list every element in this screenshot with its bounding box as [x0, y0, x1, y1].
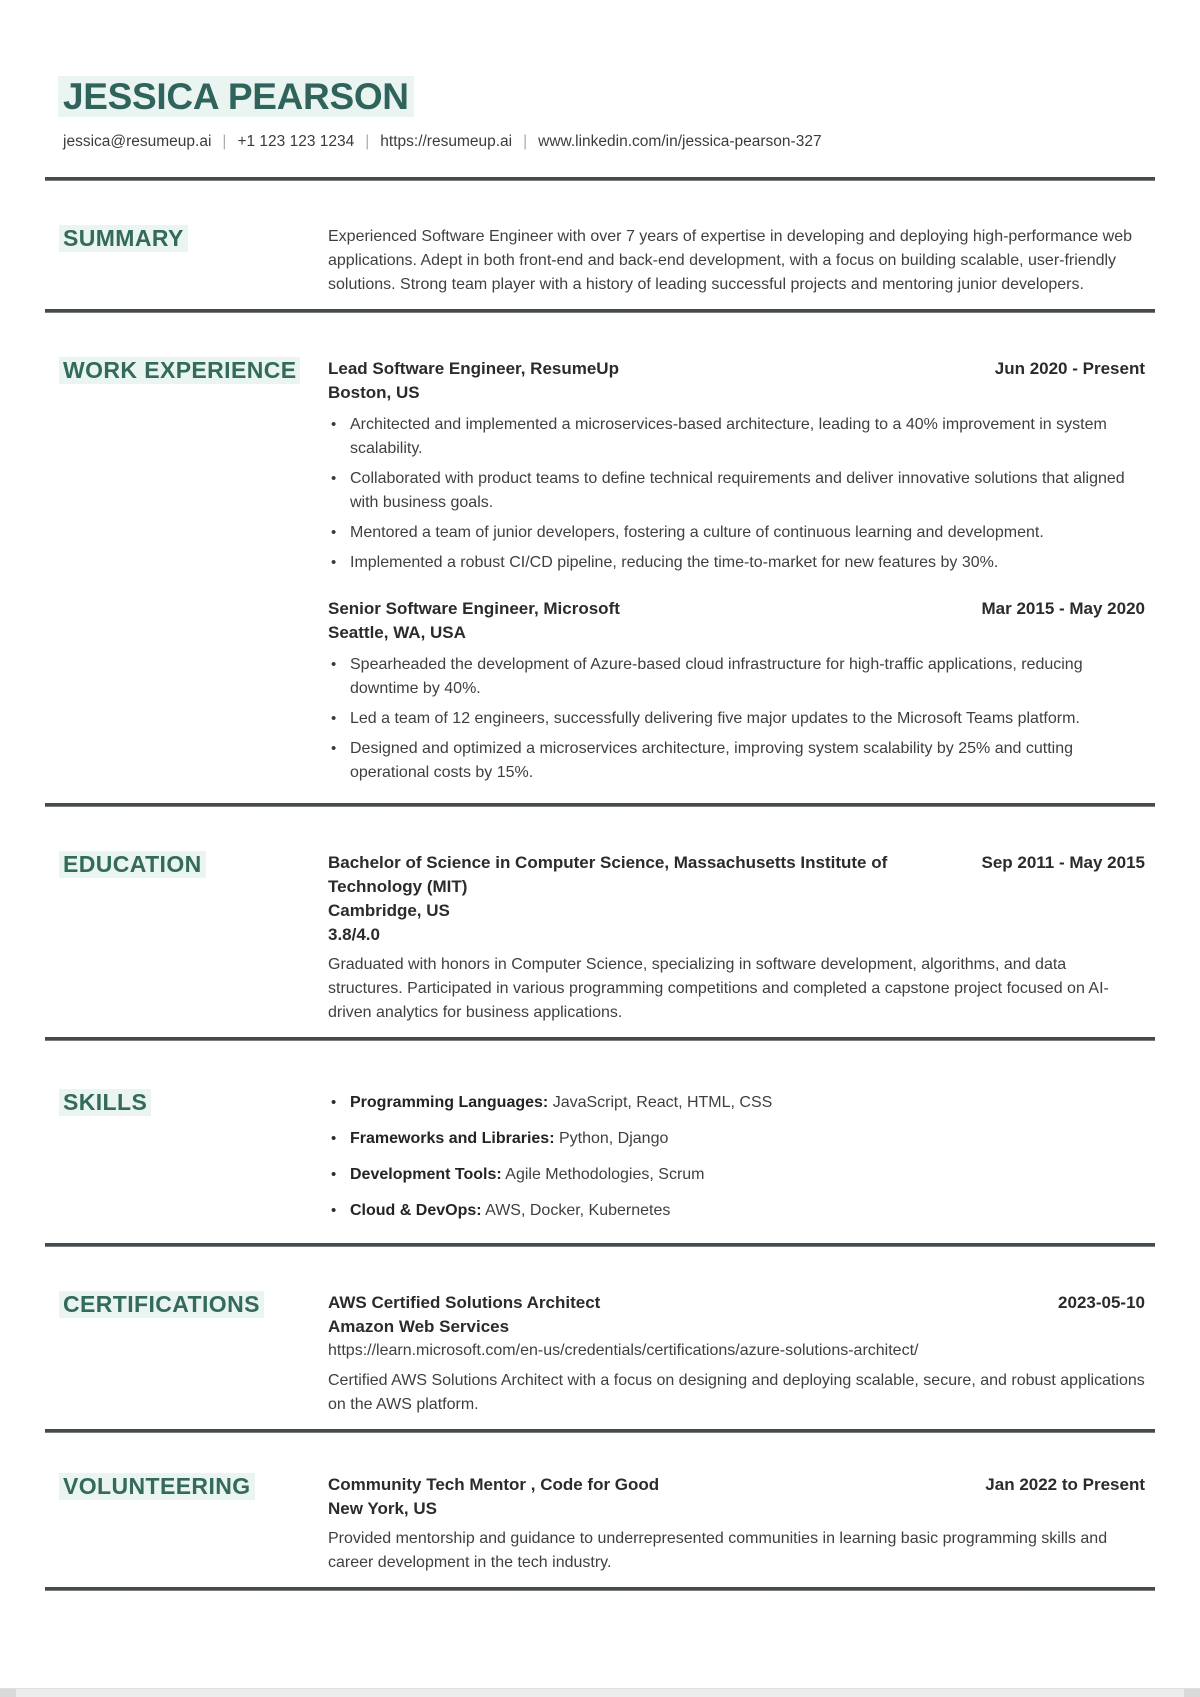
volunteering-description: Provided mentorship and guidance to underrepresented communities in learning basic programming skills and career development in the tech industry.: [328, 1530, 1108, 1572]
skill-item: [328, 1199, 1145, 1223]
skill-category: Development Tools:: [350, 1166, 502, 1184]
contact-separator: |: [365, 133, 370, 150]
skill-values: Agile Methodologies, Scrum: [505, 1166, 705, 1184]
skill-values: AWS, Docker, Kubernetes: [485, 1202, 671, 1220]
volunteering-location: New York, US: [328, 1499, 437, 1519]
job-dates: Mar 2015 - May 2020: [981, 599, 1145, 619]
volunteering-dates: Jan 2022 to Present: [985, 1475, 1145, 1495]
section-certifications: [0, 1247, 1200, 1429]
contact-email[interactable]: jessica@resumeup.ai: [63, 133, 212, 150]
education-dates: Sep 2011 - May 2015: [981, 853, 1145, 873]
section-work-experience: [0, 313, 1200, 803]
education-degree: Bachelor of Science in Computer Science, Massachusetts Institute of Technology (MIT): [328, 853, 888, 897]
contact-separator: |: [523, 133, 528, 150]
certification-url[interactable]: https://learn.microsoft.com/en-us/credentials/certifications/azure-solutions-architect/: [328, 1342, 919, 1360]
skills-list: [328, 1091, 1145, 1223]
skill-item: [328, 1091, 1145, 1115]
skill-category: Cloud & DevOps:: [350, 1202, 482, 1220]
volunteering-entry: [328, 1473, 1145, 1575]
skill-category: Programming Languages:: [350, 1094, 549, 1112]
education-location: Cambridge, US: [328, 901, 450, 921]
certification-date: 2023-05-10: [1058, 1293, 1145, 1313]
job-bullet: • Implemented a robust CI/CD pipeline, reducing the time-to-market for new features by 30%.: [328, 551, 1145, 575]
certifications-heading: CERTIFICATIONS: [59, 1291, 264, 1318]
job-bullet: • Architected and implemented a microservices-based architecture, leading to a 40% improvement in system scalability.: [328, 413, 1145, 461]
certification-entry: [328, 1291, 1145, 1417]
job-title: Lead Software Engineer, ResumeUp: [328, 359, 619, 379]
summary-text: Experienced Software Engineer with over 7 years of expertise in developing and deploying high-performance web applications. Adept in both front-end and back-end development, with a focus on building scalable, user-friendly solutions. Strong team player with a history of leading successful projects and mentoring junior developers.: [328, 228, 1133, 294]
job-bullet: • Spearheaded the development of Azure-based cloud infrastructure for high-traffic applications, reducing downtime by 40%.: [328, 653, 1145, 701]
job-bullet: • Collaborated with product teams to define technical requirements and deliver innovative solutions that aligned with business goals.: [328, 467, 1145, 515]
job-dates: Jun 2020 - Present: [994, 359, 1145, 379]
section-divider: [45, 1587, 1155, 1591]
job-bullet: • Led a team of 12 engineers, successfully delivering five major updates to the Microsoft Teams platform.: [328, 707, 1145, 731]
skills-heading: SKILLS: [59, 1089, 151, 1116]
candidate-name: JESSICA PEARSON: [58, 76, 414, 117]
section-volunteering: [0, 1433, 1200, 1587]
education-description: Graduated with honors in Computer Science, specializing in software development, algorithms, and data structures. Participated in various programming competitions and completed a capstone project focused on AI-driven analytics for business applications.: [328, 956, 1109, 1022]
job-entry: [328, 357, 1145, 575]
job-bullet-list: [328, 653, 1145, 785]
contact-phone[interactable]: +1 123 123 1234: [237, 133, 355, 150]
job-entry: [328, 597, 1145, 785]
work-experience-heading: WORK EXPERIENCE: [59, 357, 300, 384]
contact-linkedin[interactable]: www.linkedin.com/in/jessica-pearson-327: [538, 133, 822, 150]
certification-name: AWS Certified Solutions Architect: [328, 1293, 601, 1313]
volunteering-heading: VOLUNTEERING: [59, 1473, 255, 1500]
section-skills: [0, 1041, 1200, 1243]
skill-item: [328, 1163, 1145, 1187]
skill-values: JavaScript, React, HTML, CSS: [552, 1094, 773, 1112]
job-bullet: • Mentored a team of junior developers, fostering a culture of continuous learning and development.: [328, 521, 1145, 545]
volunteering-role: Community Tech Mentor , Code for Good: [328, 1475, 660, 1495]
summary-heading: SUMMARY: [59, 225, 188, 252]
contact-line: [63, 133, 1145, 151]
job-location: Seattle, WA, USA: [328, 623, 466, 643]
skill-values: Python, Django: [558, 1130, 669, 1148]
contact-separator: |: [222, 133, 227, 150]
education-gpa: 3.8/4.0: [328, 925, 380, 945]
section-education: [0, 807, 1200, 1037]
education-entry: [328, 851, 1145, 1025]
skill-category: Frameworks and Libraries:: [350, 1130, 555, 1148]
job-location: Boston, US: [328, 383, 420, 403]
skill-item: [328, 1127, 1145, 1151]
contact-website[interactable]: https://resumeup.ai: [380, 133, 513, 150]
section-summary: [0, 181, 1200, 309]
job-bullet-list: [328, 413, 1145, 575]
job-title: Senior Software Engineer, Microsoft: [328, 599, 620, 619]
page-bottom-edge: [0, 1688, 1200, 1697]
certification-issuer: Amazon Web Services: [328, 1317, 510, 1337]
certification-description: Certified AWS Solutions Architect with a focus on designing and deploying scalable, secure, and robust applications on the AWS platform.: [328, 1372, 1145, 1414]
resume-header: [0, 0, 1200, 151]
education-heading: EDUCATION: [59, 851, 206, 878]
job-bullet: • Designed and optimized a microservices architecture, improving system scalability by 25% and cutting operational costs by 15%.: [328, 737, 1145, 785]
